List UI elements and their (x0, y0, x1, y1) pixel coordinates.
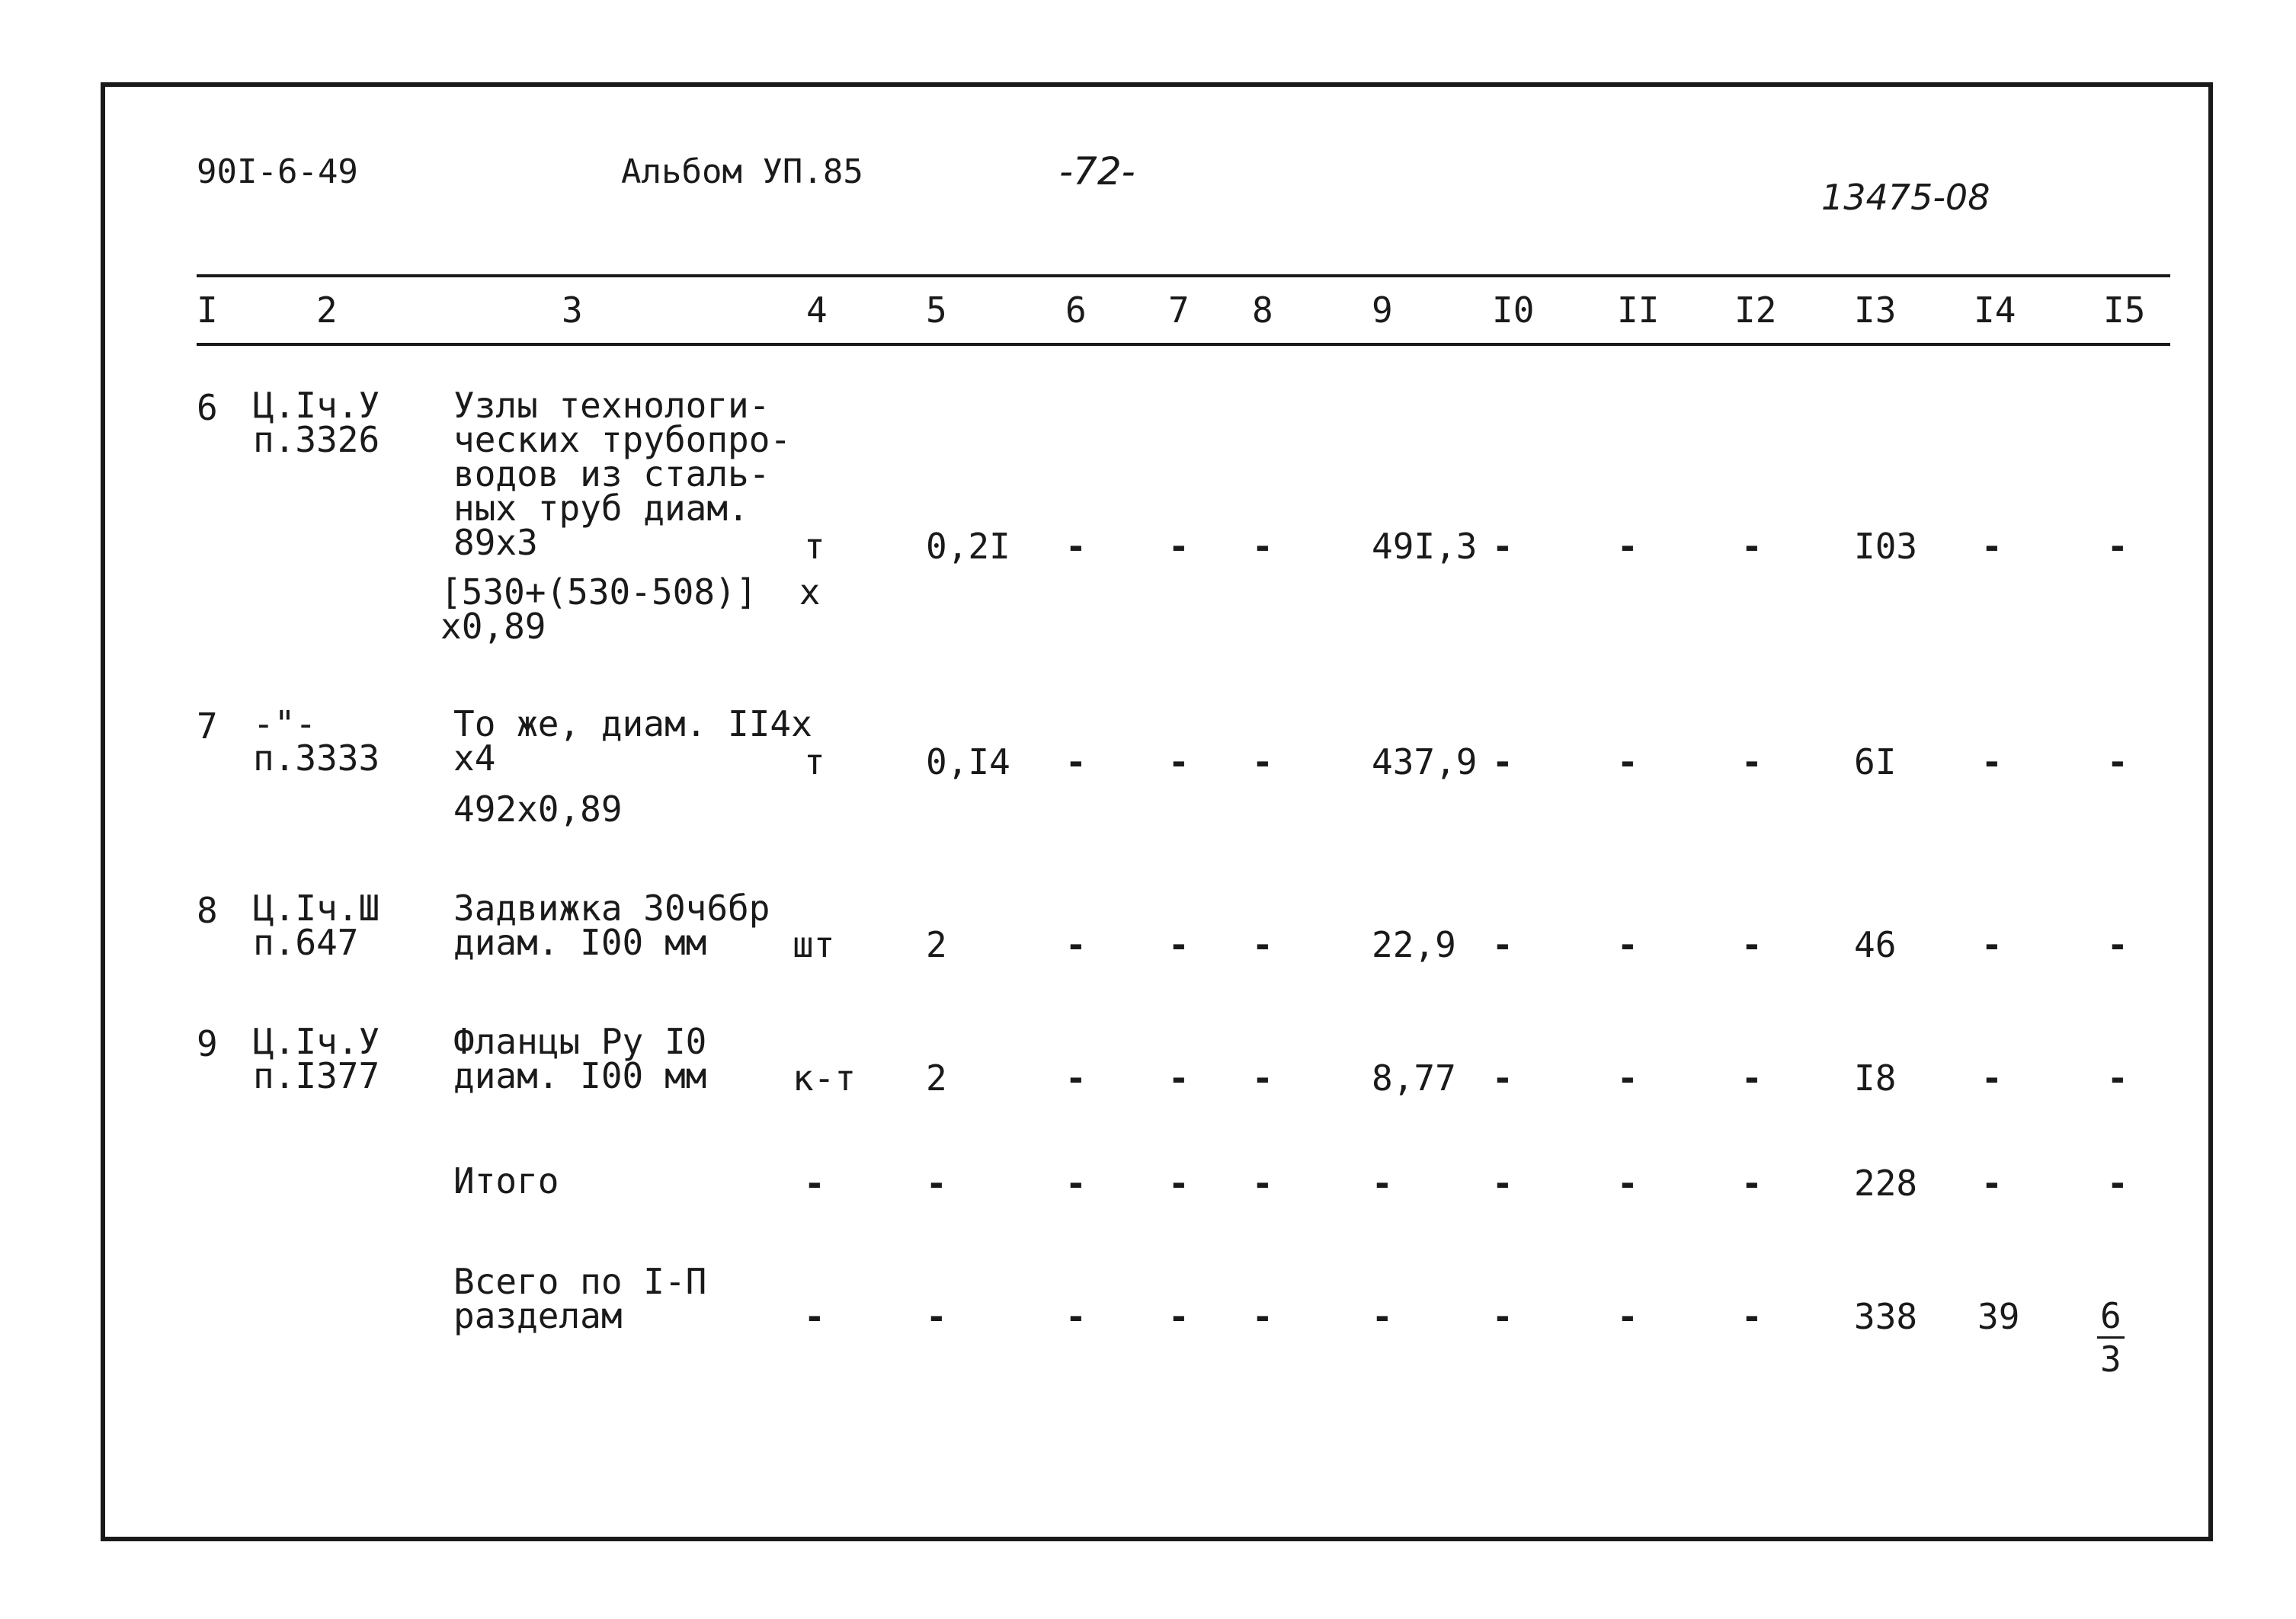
quantity: - (926, 1296, 947, 1337)
fraction-denominator: 3 (2100, 1339, 2121, 1380)
cell-c8: - (1252, 526, 1273, 567)
cell-c10: - (1492, 1057, 1513, 1099)
cell-c14: - (1981, 1057, 2003, 1099)
cell-c6: - (1065, 526, 1087, 567)
cell-c11: - (1617, 1296, 1638, 1337)
cell-c13: I8 (1854, 1057, 1897, 1099)
header-bottom-rule (197, 343, 2170, 346)
cell-c8: - (1252, 1057, 1273, 1099)
price-reference: -"- п.3333 (253, 703, 380, 779)
cell-c8: - (1252, 924, 1273, 965)
unit: - (804, 1163, 825, 1204)
cell-c10: - (1492, 741, 1513, 782)
cell-c11: - (1617, 1057, 1638, 1099)
col-8: 8 (1252, 290, 1273, 331)
cell-c6: - (1065, 1163, 1087, 1204)
quantity-calculation: 492х0,89 (453, 789, 623, 830)
cell-c10: - (1492, 924, 1513, 965)
cell-c15-fraction (2097, 1295, 2125, 1380)
quantity: 2 (926, 1057, 947, 1099)
row-number: 6 (197, 387, 218, 428)
item-description: То же, диам. II4х х4 (453, 703, 812, 779)
price-reference: Ц.Iч.У п.I377 (253, 1021, 380, 1097)
cell-c11: - (1617, 741, 1638, 782)
cell-c9: 22,9 (1372, 924, 1456, 965)
cell-c15: - (2107, 526, 2128, 567)
item-description: Задвижка 30ч6бр диам. I00 мм (453, 888, 770, 964)
col-7: 7 (1168, 290, 1190, 331)
cell-c6: - (1065, 1057, 1087, 1099)
cell-c14: - (1981, 526, 2003, 567)
cell-c12: - (1741, 741, 1763, 782)
col-11: II (1617, 290, 1660, 331)
cell-c12: - (1741, 1057, 1763, 1099)
album-title: Альбом УП.85 (621, 152, 863, 191)
row-number: 7 (197, 706, 218, 747)
col-2: 2 (316, 290, 338, 331)
col-5: 5 (926, 290, 947, 331)
col-13: I3 (1854, 290, 1897, 331)
price-reference: Ц.Iч.У п.3326 (253, 385, 380, 461)
cell-c14: - (1981, 1163, 2003, 1204)
unit: т (804, 741, 825, 782)
cell-c8: - (1252, 1163, 1273, 1204)
col-3: 3 (562, 290, 583, 331)
col-9: 9 (1372, 290, 1393, 331)
cell-c13: 6I (1854, 741, 1897, 782)
unit: к-т (793, 1057, 857, 1099)
cell-c6: - (1065, 1296, 1087, 1337)
unit: т (804, 526, 825, 567)
cell-c15: - (2107, 1163, 2128, 1204)
cell-c13: 338 (1854, 1296, 1918, 1337)
page-number: -72- (1059, 149, 1135, 194)
col-14: I4 (1974, 290, 2016, 331)
cell-c7: - (1168, 1163, 1190, 1204)
fraction-numerator: 6 (2097, 1295, 2125, 1339)
cell-c11: - (1617, 924, 1638, 965)
cell-c10: - (1492, 526, 1513, 567)
quantity: 2 (926, 924, 947, 965)
cell-c9: - (1372, 1296, 1393, 1337)
cell-c13: I03 (1854, 526, 1918, 567)
col-6: 6 (1065, 290, 1087, 331)
item-description: Итого (453, 1160, 559, 1201)
cell-c12: - (1741, 924, 1763, 965)
cell-c14: 39 (1977, 1296, 2020, 1337)
cell-c10: - (1492, 1296, 1513, 1337)
cell-c12: - (1741, 526, 1763, 567)
cell-c8: - (1252, 1296, 1273, 1337)
cell-c13: 228 (1854, 1163, 1918, 1204)
cell-c11: - (1617, 526, 1638, 567)
handwritten-code: 13475-08 (1821, 177, 1990, 218)
cell-c9: 49I,3 (1372, 526, 1478, 567)
cell-c13: 46 (1854, 924, 1897, 965)
cell-c7: - (1168, 924, 1190, 965)
doc-code: 90I-6-49 (197, 152, 358, 191)
cell-c7: - (1168, 1057, 1190, 1099)
cell-c15: - (2107, 1057, 2128, 1099)
cell-c10: - (1492, 1163, 1513, 1204)
cell-c12: - (1741, 1296, 1763, 1337)
cell-c14: - (1981, 741, 2003, 782)
quantity: - (926, 1163, 947, 1204)
header-top-rule (197, 274, 2170, 277)
quantity: 0,I4 (926, 741, 1010, 782)
cell-c7: - (1168, 526, 1190, 567)
price-reference: Ц.Iч.Ш п.647 (253, 888, 380, 964)
col-4: 4 (806, 290, 828, 331)
unit: шт (793, 924, 835, 965)
quantity-calculation: [530+(530-508)] х х0,89 (440, 571, 821, 648)
cell-c14: - (1981, 924, 2003, 965)
cell-c15: - (2107, 741, 2128, 782)
cell-c9: - (1372, 1163, 1393, 1204)
cell-c9: 8,77 (1372, 1057, 1456, 1099)
item-description: Фланцы Ру I0 диам. I00 мм (453, 1021, 707, 1097)
col-10: I0 (1492, 290, 1535, 331)
cell-c6: - (1065, 924, 1087, 965)
cell-c11: - (1617, 1163, 1638, 1204)
row-number: 8 (197, 890, 218, 931)
item-description: Узлы технологи- ческих трубопро- водов из сталь- ных труб диам. 89х3 (453, 385, 792, 564)
cell-c7: - (1168, 741, 1190, 782)
col-12: I2 (1734, 290, 1777, 331)
item-description: Всего по I-П разделам (453, 1261, 707, 1337)
unit: - (804, 1296, 825, 1337)
col-15: I5 (2103, 290, 2146, 331)
row-number: 9 (197, 1023, 218, 1064)
col-1: I (197, 290, 218, 331)
cell-c9: 437,9 (1372, 741, 1478, 782)
quantity: 0,2I (926, 526, 1010, 567)
cell-c15: - (2107, 924, 2128, 965)
cell-c12: - (1741, 1163, 1763, 1204)
cell-c7: - (1168, 1296, 1190, 1337)
cell-c6: - (1065, 741, 1087, 782)
cell-c8: - (1252, 741, 1273, 782)
